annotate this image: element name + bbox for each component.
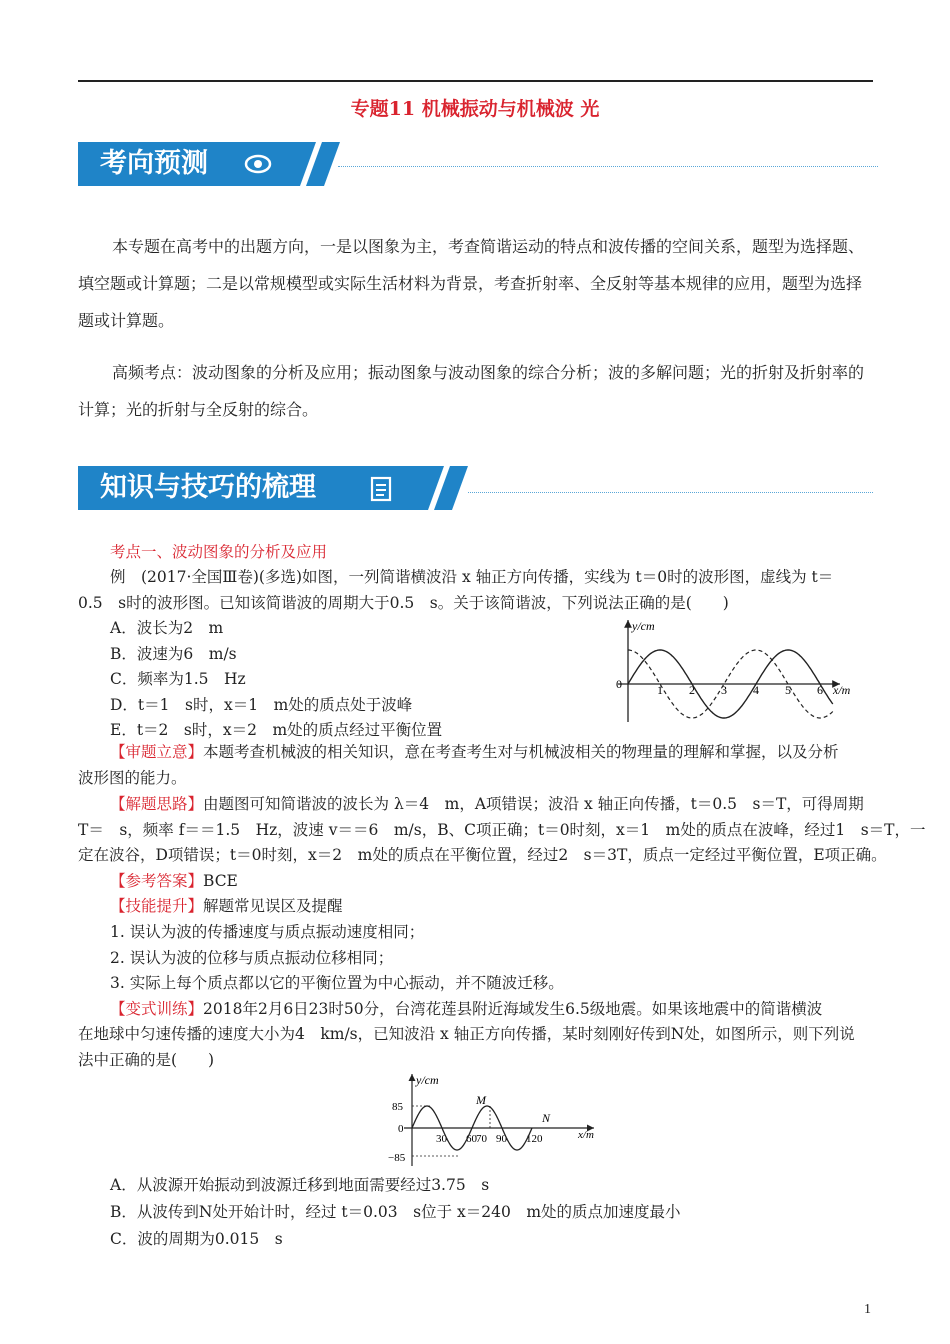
x-tick-label: 2 (689, 683, 695, 697)
wave-figure-2 (368, 1068, 608, 1168)
origin-label: 0 (616, 677, 622, 691)
section-banner-forecast (78, 142, 878, 186)
skill-block: 【技能提升】解题常见误区及提醒 (110, 897, 343, 915)
x-tick-label: 90 (496, 1133, 507, 1145)
skill-tag: 【技能提升】 (110, 897, 204, 915)
variant-block: 【变式训练】2018年2月6日23时50分，台湾花莲县附近海域发生6.5级地震。如果该地震中的简谐横波 (110, 1000, 823, 1018)
list-item: 2. 误认为波的位移与质点振动位移相同； (110, 948, 394, 967)
x-tick-label: 1 (657, 683, 663, 697)
page-title: 专题11 机械振动与机械波 光 (350, 98, 600, 120)
option-b: B．波速为6 m/s (110, 644, 237, 663)
x-tick-label: 120 (526, 1133, 543, 1145)
origin-label: 0 (398, 1123, 404, 1135)
x-tick-label: 5 (785, 683, 791, 697)
thought-line-2: T＝ s，频率 f＝＝1.5 Hz，波速 v＝＝6 m/s，B、C项正确；t＝0时刻，x＝1 m处的质点在波峰，经过1 s＝T，一 (78, 821, 926, 839)
banner-dotted-line (468, 492, 873, 493)
intent-tag: 【审题立意】 (110, 743, 204, 761)
banner-dotted-line (338, 166, 878, 167)
y-axis-label: y/cm (416, 1073, 439, 1087)
thought-line-3: 定在波谷，D项错误；t＝0时刻，x＝2 m处的质点在平衡位置，经过2 s＝3T，质点一定经过平衡位置，E项正确。 (78, 846, 887, 864)
banner-label: 知识与技巧的梳理 (78, 466, 358, 510)
option-a: A．波长为2 m (110, 619, 224, 637)
answer-value: BCE (203, 872, 238, 890)
option-c: C．频率为1.5 Hz (110, 670, 246, 689)
header-rule (78, 80, 873, 82)
skill-list (110, 920, 564, 997)
x-axis-label: x/m (833, 683, 851, 697)
banner-tail (348, 466, 488, 510)
y-tick-top: 85 (392, 1101, 403, 1113)
example-options (110, 616, 442, 744)
thought-tag: 【解题思路】 (110, 795, 204, 813)
banner-tail (228, 142, 358, 186)
intent-block-cont: 波形图的能力。 (78, 769, 187, 787)
section-banner-knowledge (78, 466, 878, 510)
y-axis-label: y/cm (632, 619, 655, 633)
subheading-topic-1: 考点一、波动图象的分析及应用 (110, 543, 328, 561)
x-axis-label: x/m (578, 1129, 594, 1141)
option-e: E．t＝2 s时，x＝2 m处的质点经过平衡位置 (110, 721, 443, 740)
y-tick-bottom: −85 (388, 1152, 406, 1164)
forecast-paragraph-1: 本专题在高考中的出题方向，一是以图象为主，考查简谐运动的特点和波传播的空间关系，题型为选择题、 填空题或计算题；二是以常规模型或实际生活材料为背景，考查折射率、全反射等基本规律的应用，题型为选择 题或计算题。 (78, 237, 865, 330)
intent-block: 【审题立意】本题考查机械波的相关知识，意在考查考生对与机械波相关的物理量的理解和掌握，以及分析 (110, 743, 839, 761)
option-c: C．波的周期为0.015 s (110, 1230, 283, 1248)
option-b: B．从波传到N处开始计时，经过 t＝0.03 s位于 x＝240 m处的质点加速度最小 (110, 1203, 681, 1221)
x-tick-label: 6 (817, 683, 823, 697)
point-n-label: N (542, 1111, 551, 1125)
list-item: 1. 误认为波的传播速度与质点振动速度相同； (110, 923, 425, 941)
x-tick-label: 30 (436, 1133, 447, 1145)
example-question: 例 (2017·全国Ⅲ卷)(多选)如图，一列简谐横波沿 x 轴正方向传播，实线为 t＝0时的波形图，虚线为 t＝ 0.5 s时的波形图。已知该简谐波的周期大于0.5 s。关于该简谐波，下列说法正确的是( ) (78, 568, 834, 612)
x-tick-label: 70 (476, 1133, 487, 1145)
x-tick-label: 3 (721, 683, 727, 697)
option-a: A．从波源开始振动到波源迁移到地面需要经过3.75 s (110, 1176, 490, 1194)
page-number: 1 (864, 1302, 871, 1317)
variant-line-2: 在地球中匀速传播的速度大小为4 km/s，已知波沿 x 轴正方向传播，某时刻刚好传到N处，如图所示，则下列说 (78, 1025, 855, 1043)
variant-line-3: 法中正确的是( ) (78, 1051, 215, 1069)
x-tick-label: 60 (466, 1133, 477, 1145)
answer-block (110, 869, 238, 895)
variant-tag: 【变式训练】 (110, 1000, 204, 1018)
thought-block: 【解题思路】由题图可知简谐波的波长为 λ＝4 m，A项错误；波沿 x 轴正向传播，t＝0.5 s＝T，可得周期 (110, 795, 864, 813)
variant-options (110, 1172, 681, 1253)
banner-label: 考向预测 (78, 142, 238, 186)
x-tick-label: 4 (753, 683, 759, 697)
point-m-label: M (476, 1093, 486, 1107)
list-item: 3. 实际上每个质点都以它的平衡位置为中心振动，并不随波迁移。 (110, 974, 564, 993)
wave-figure-1 (608, 612, 878, 728)
answer-tag: 【参考答案】 (110, 872, 204, 890)
forecast-paragraph-2: 高频考点：波动图象的分析及应用；振动图象与波动图象的综合分析；波的多解问题；光的折射及折射率的 计算；光的折射与全反射的综合。 (78, 363, 865, 419)
option-d: D．t＝1 s时，x＝1 m处的质点处于波峰 (110, 695, 413, 714)
